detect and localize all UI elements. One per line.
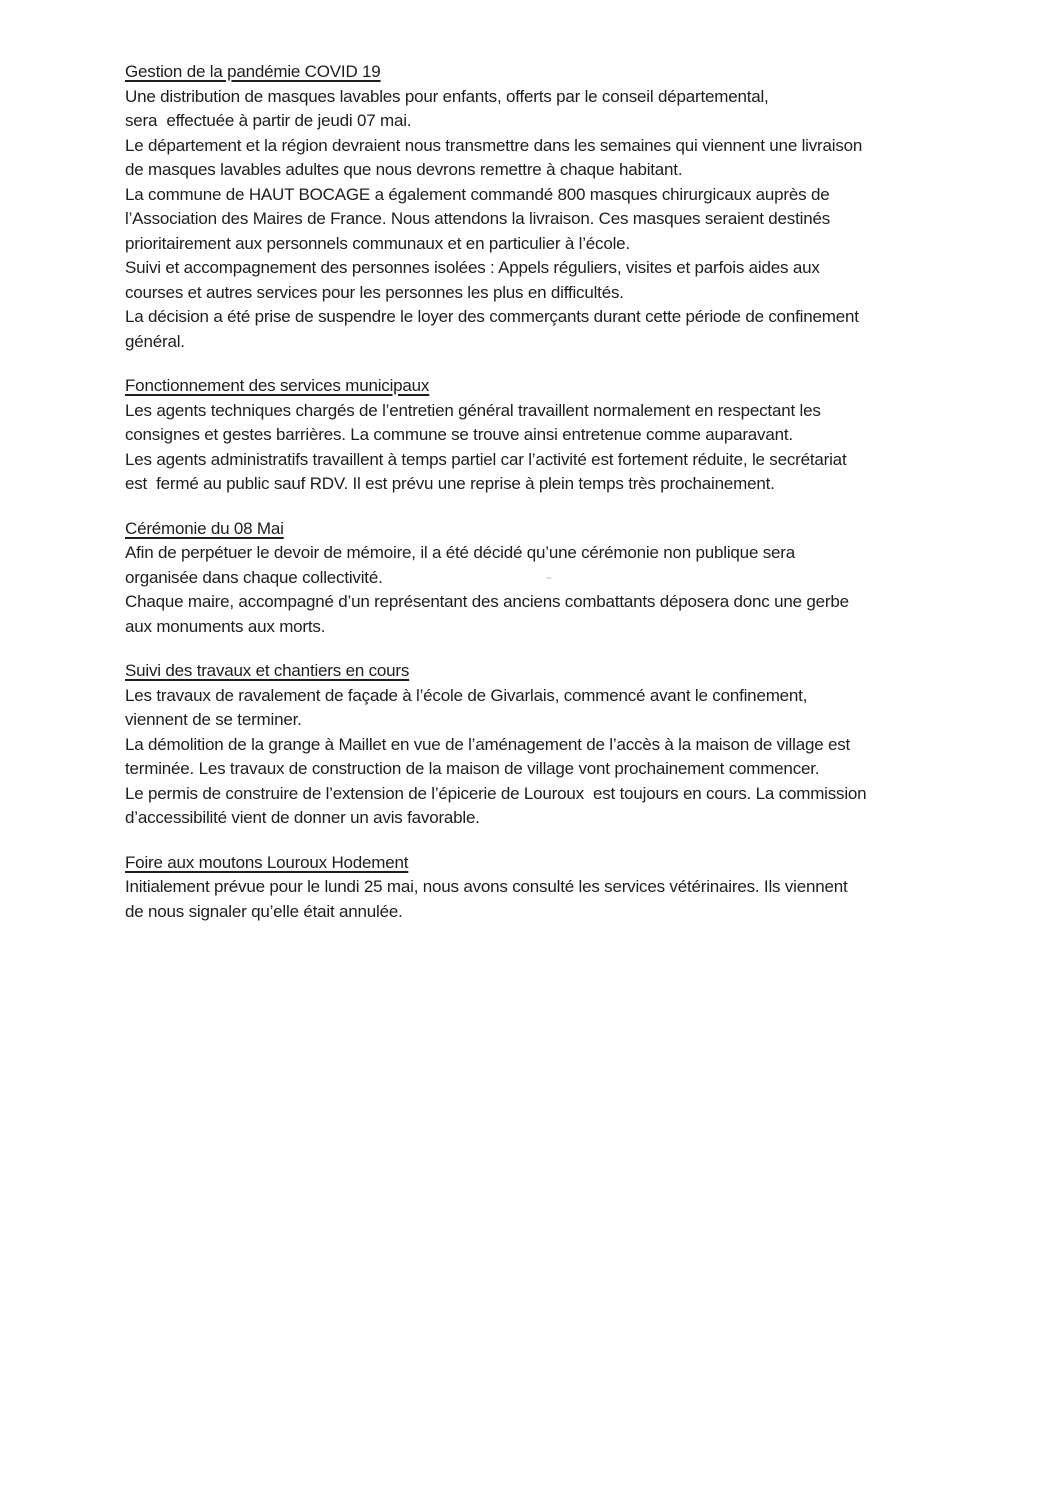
- text-line: de nous signaler qu’elle était annulée.: [125, 901, 403, 921]
- text-line: organisée dans chaque collectivité.: [125, 567, 383, 587]
- text-line: l’Association des Maires de France. Nous attendons la livraison. Ces masques seraient destinés: [125, 209, 831, 228]
- text-line: consignes et gestes barrières. La commune se trouve ainsi entretenue comme auparavant.: [125, 425, 793, 444]
- text-line: Afin de perpétuer le devoir de mémoire, il a été décidé qu’une cérémonie non publique sera: [125, 543, 795, 562]
- text-line: prioritairement aux personnels communaux et en particulier à l’école.: [125, 233, 630, 253]
- text-line: Le permis de construire de l’extension de l’épicerie de Louroux est toujours en cours. La commission: [125, 783, 867, 803]
- text-line: sera effectuée à partir de jeudi 07 mai.: [125, 111, 412, 130]
- document-section: [125, 851, 922, 925]
- document-sections: [125, 60, 922, 924]
- document-section: [125, 60, 922, 354]
- text-line: d’accessibilité vient de donner un avis favorable.: [125, 808, 480, 827]
- section-heading: Gestion de la pandémie COVID 19: [125, 62, 381, 81]
- scan-artifact-dot: [546, 577, 552, 579]
- text-line: Chaque maire, accompagné d’un représentant des anciens combattants déposera donc une gerbe: [125, 592, 849, 611]
- text-line: Le département et la région devraient nous transmettre dans les semaines qui viennent une livraison: [125, 135, 863, 155]
- document-section: [125, 517, 922, 640]
- text-line: Les agents administratifs travaillent à temps partiel car l’activité est fortement réduite, le secrétariat: [125, 449, 847, 469]
- text-line: Les travaux de ravalement de façade à l’école de Givarlais, commencé avant le confinement,: [125, 685, 808, 705]
- section-heading: Fonctionnement des services municipaux: [125, 376, 430, 395]
- text-line: Une distribution de masques lavables pour enfants, offerts par le conseil départemental,: [125, 86, 769, 106]
- text-line: La commune de HAUT BOCAGE a également commandé 800 masques chirurgicaux auprès de: [125, 184, 830, 204]
- text-line: viennent de se terminer.: [125, 710, 302, 729]
- text-line: La démolition de la grange à Maillet en vue de l’aménagement de l’accès à la maison de village est: [125, 734, 851, 754]
- section-heading: Suivi des travaux et chantiers en cours: [125, 661, 410, 680]
- text-line: aux monuments aux morts.: [125, 616, 326, 636]
- text-line: Initialement prévue pour le lundi 25 mai, nous avons consulté les services vétérinaires. Ils viennent: [125, 877, 848, 896]
- text-line: Suivi et accompagnement des personnes isolées : Appels réguliers, visites et parfois aides aux: [125, 258, 820, 277]
- document-section: [125, 374, 922, 497]
- text-line: Les agents techniques chargés de l’entretien général travaillent normalement en respectant les: [125, 400, 821, 420]
- text-line: La décision a été prise de suspendre le loyer des commerçants durant cette période de confinement: [125, 307, 859, 326]
- section-heading: Cérémonie du 08 Mai: [125, 518, 284, 538]
- document-section: [125, 659, 922, 831]
- text-line: de masques lavables adultes que nous devrons remettre à chaque habitant.: [125, 160, 683, 179]
- text-line: est fermé au public sauf RDV. Il est prévu une reprise à plein temps très prochainement.: [125, 474, 775, 493]
- text-line: terminée. Les travaux de construction de la maison de village vont prochainement commencer.: [125, 759, 820, 778]
- text-line: courses et autres services pour les personnes les plus en difficultés.: [125, 282, 624, 302]
- text-line: général.: [125, 331, 185, 351]
- section-heading: Foire aux moutons Louroux Hodement: [125, 852, 409, 872]
